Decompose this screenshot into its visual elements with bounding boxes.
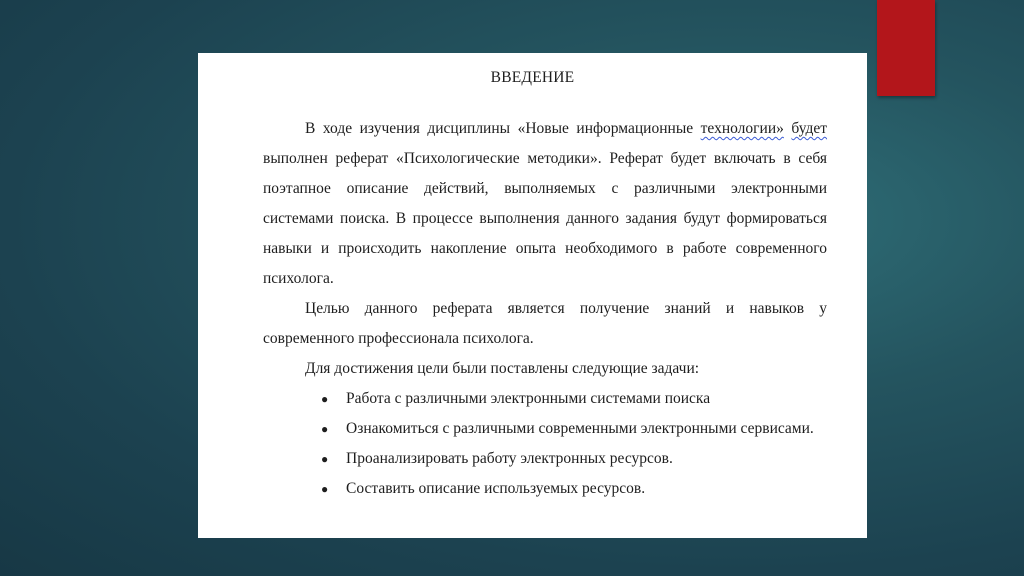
task-item-1 — [303, 384, 827, 414]
bullet-icon: ● — [321, 392, 329, 406]
bullet-icon: ● — [321, 452, 329, 466]
spellcheck-word-technologies: технологии» — [700, 120, 784, 137]
intro-paragraph — [263, 114, 827, 294]
accent-block — [877, 0, 935, 96]
document-page — [198, 53, 867, 538]
task-text-2: Ознакомиться с различными современными электронными сервисами. — [346, 420, 814, 437]
intro-text-rest: выполнен реферат «Психологические методики». Реферат будет включать в себя поэтапное описание действий, выполняемых с различными электронными системами поиска. В процессе выполнения данного задания будут формироваться навыки и происходить накопление опыта необходимого в работе современного психолога. — [263, 150, 827, 287]
bullet-icon: ● — [321, 422, 329, 436]
goal-paragraph: Целью данного реферата является получение знаний и навыков у современного профессионала психолога. — [263, 300, 827, 347]
task-text-4: Составить описание используемых ресурсов. — [346, 480, 646, 497]
bullet-icon: ● — [321, 482, 329, 496]
document-title: ВВЕДЕНИЕ — [490, 69, 575, 86]
task-list — [263, 384, 827, 504]
tasks-intro-paragraph: Для достижения цели были поставлены следующие задачи: — [305, 360, 700, 377]
task-text-1: Работа с различными электронными системами поиска — [346, 390, 711, 407]
spellcheck-word-budet: будет — [791, 120, 828, 137]
task-item-4 — [303, 474, 827, 504]
intro-text-start: В ходе изучения дисциплины «Новые информационные — [305, 120, 701, 137]
task-item-2 — [303, 414, 827, 444]
task-item-3 — [303, 444, 827, 474]
task-text-3: Проанализировать работу электронных ресурсов. — [346, 450, 673, 467]
